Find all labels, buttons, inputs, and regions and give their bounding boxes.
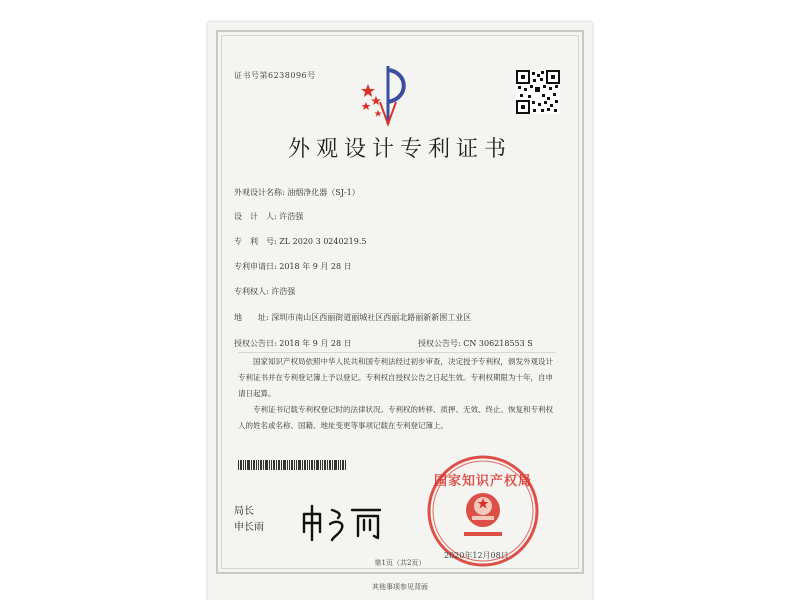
seal-date: 2020年12月08日 bbox=[444, 551, 509, 560]
field-label: 专 利 号: bbox=[234, 237, 277, 246]
qr-code-icon bbox=[516, 70, 560, 114]
field-grant-date bbox=[234, 338, 352, 349]
field-label: 授权公告号: bbox=[418, 339, 461, 348]
field-value: 2018 年 9 月 28 日 bbox=[279, 339, 352, 348]
certificate-title: 外观设计专利证书 bbox=[287, 137, 512, 162]
field-value: 油烟净化器（SJ-1） bbox=[287, 188, 360, 197]
field-value: 许浩强 bbox=[271, 287, 296, 296]
certificate-number: 证书号第6238096号 bbox=[234, 71, 316, 80]
field-value: 深圳市南山区西丽街道丽城社区西丽北路丽新新围工业区 bbox=[271, 313, 472, 322]
field-design-name bbox=[234, 187, 360, 198]
certificate-page bbox=[208, 22, 592, 600]
director-name: 申长雨 bbox=[234, 522, 264, 533]
field-designer bbox=[234, 211, 303, 222]
field-label: 专利申请日: bbox=[234, 262, 277, 271]
director-title: 局长 bbox=[234, 506, 254, 517]
field-label: 授权公告日: bbox=[234, 339, 277, 348]
field-value: CN 306218553 S bbox=[463, 339, 533, 348]
field-patentee bbox=[234, 286, 295, 297]
barcode-icon bbox=[238, 460, 346, 470]
seal-text: 国家知识产权局 bbox=[433, 474, 532, 489]
divider bbox=[238, 352, 556, 353]
field-patent-number bbox=[234, 236, 366, 247]
field-value: ZL 2020 3 0240219.5 bbox=[279, 237, 367, 246]
field-address bbox=[234, 312, 471, 323]
field-grant-number bbox=[418, 338, 533, 349]
field-value: 许浩强 bbox=[279, 212, 304, 221]
handwritten-signature bbox=[298, 502, 388, 542]
body-paragraph-1: 国家知识产权局依照中华人民共和国专利法经过初步审查，决定授予专利权，颁发外观设计专利证书并在专利登记簿上予以登记。专利权自授权公告之日起生效。专利权期限为十年，自申请日起算。 bbox=[238, 357, 553, 398]
field-label: 设 计 人: bbox=[234, 212, 277, 221]
field-value: 2018 年 9 月 28 日 bbox=[279, 262, 352, 271]
patent-office-logo-icon bbox=[358, 62, 418, 130]
field-label: 地 址: bbox=[234, 313, 269, 322]
body-paragraph-2: 专利证书记载专利权登记时的法律状况。专利权的转移、质押、无效、终止、恢复和专利权人的姓名或名称、国籍、地址变更等事项记载在专利登记簿上。 bbox=[238, 405, 553, 430]
page-number: 第1页（共2页） bbox=[374, 559, 426, 567]
field-label: 外观设计名称: bbox=[234, 188, 285, 197]
field-application-date bbox=[234, 261, 352, 272]
field-label: 专利权人: bbox=[234, 287, 269, 296]
footer-note: 其他事项参见背面 bbox=[372, 583, 428, 591]
